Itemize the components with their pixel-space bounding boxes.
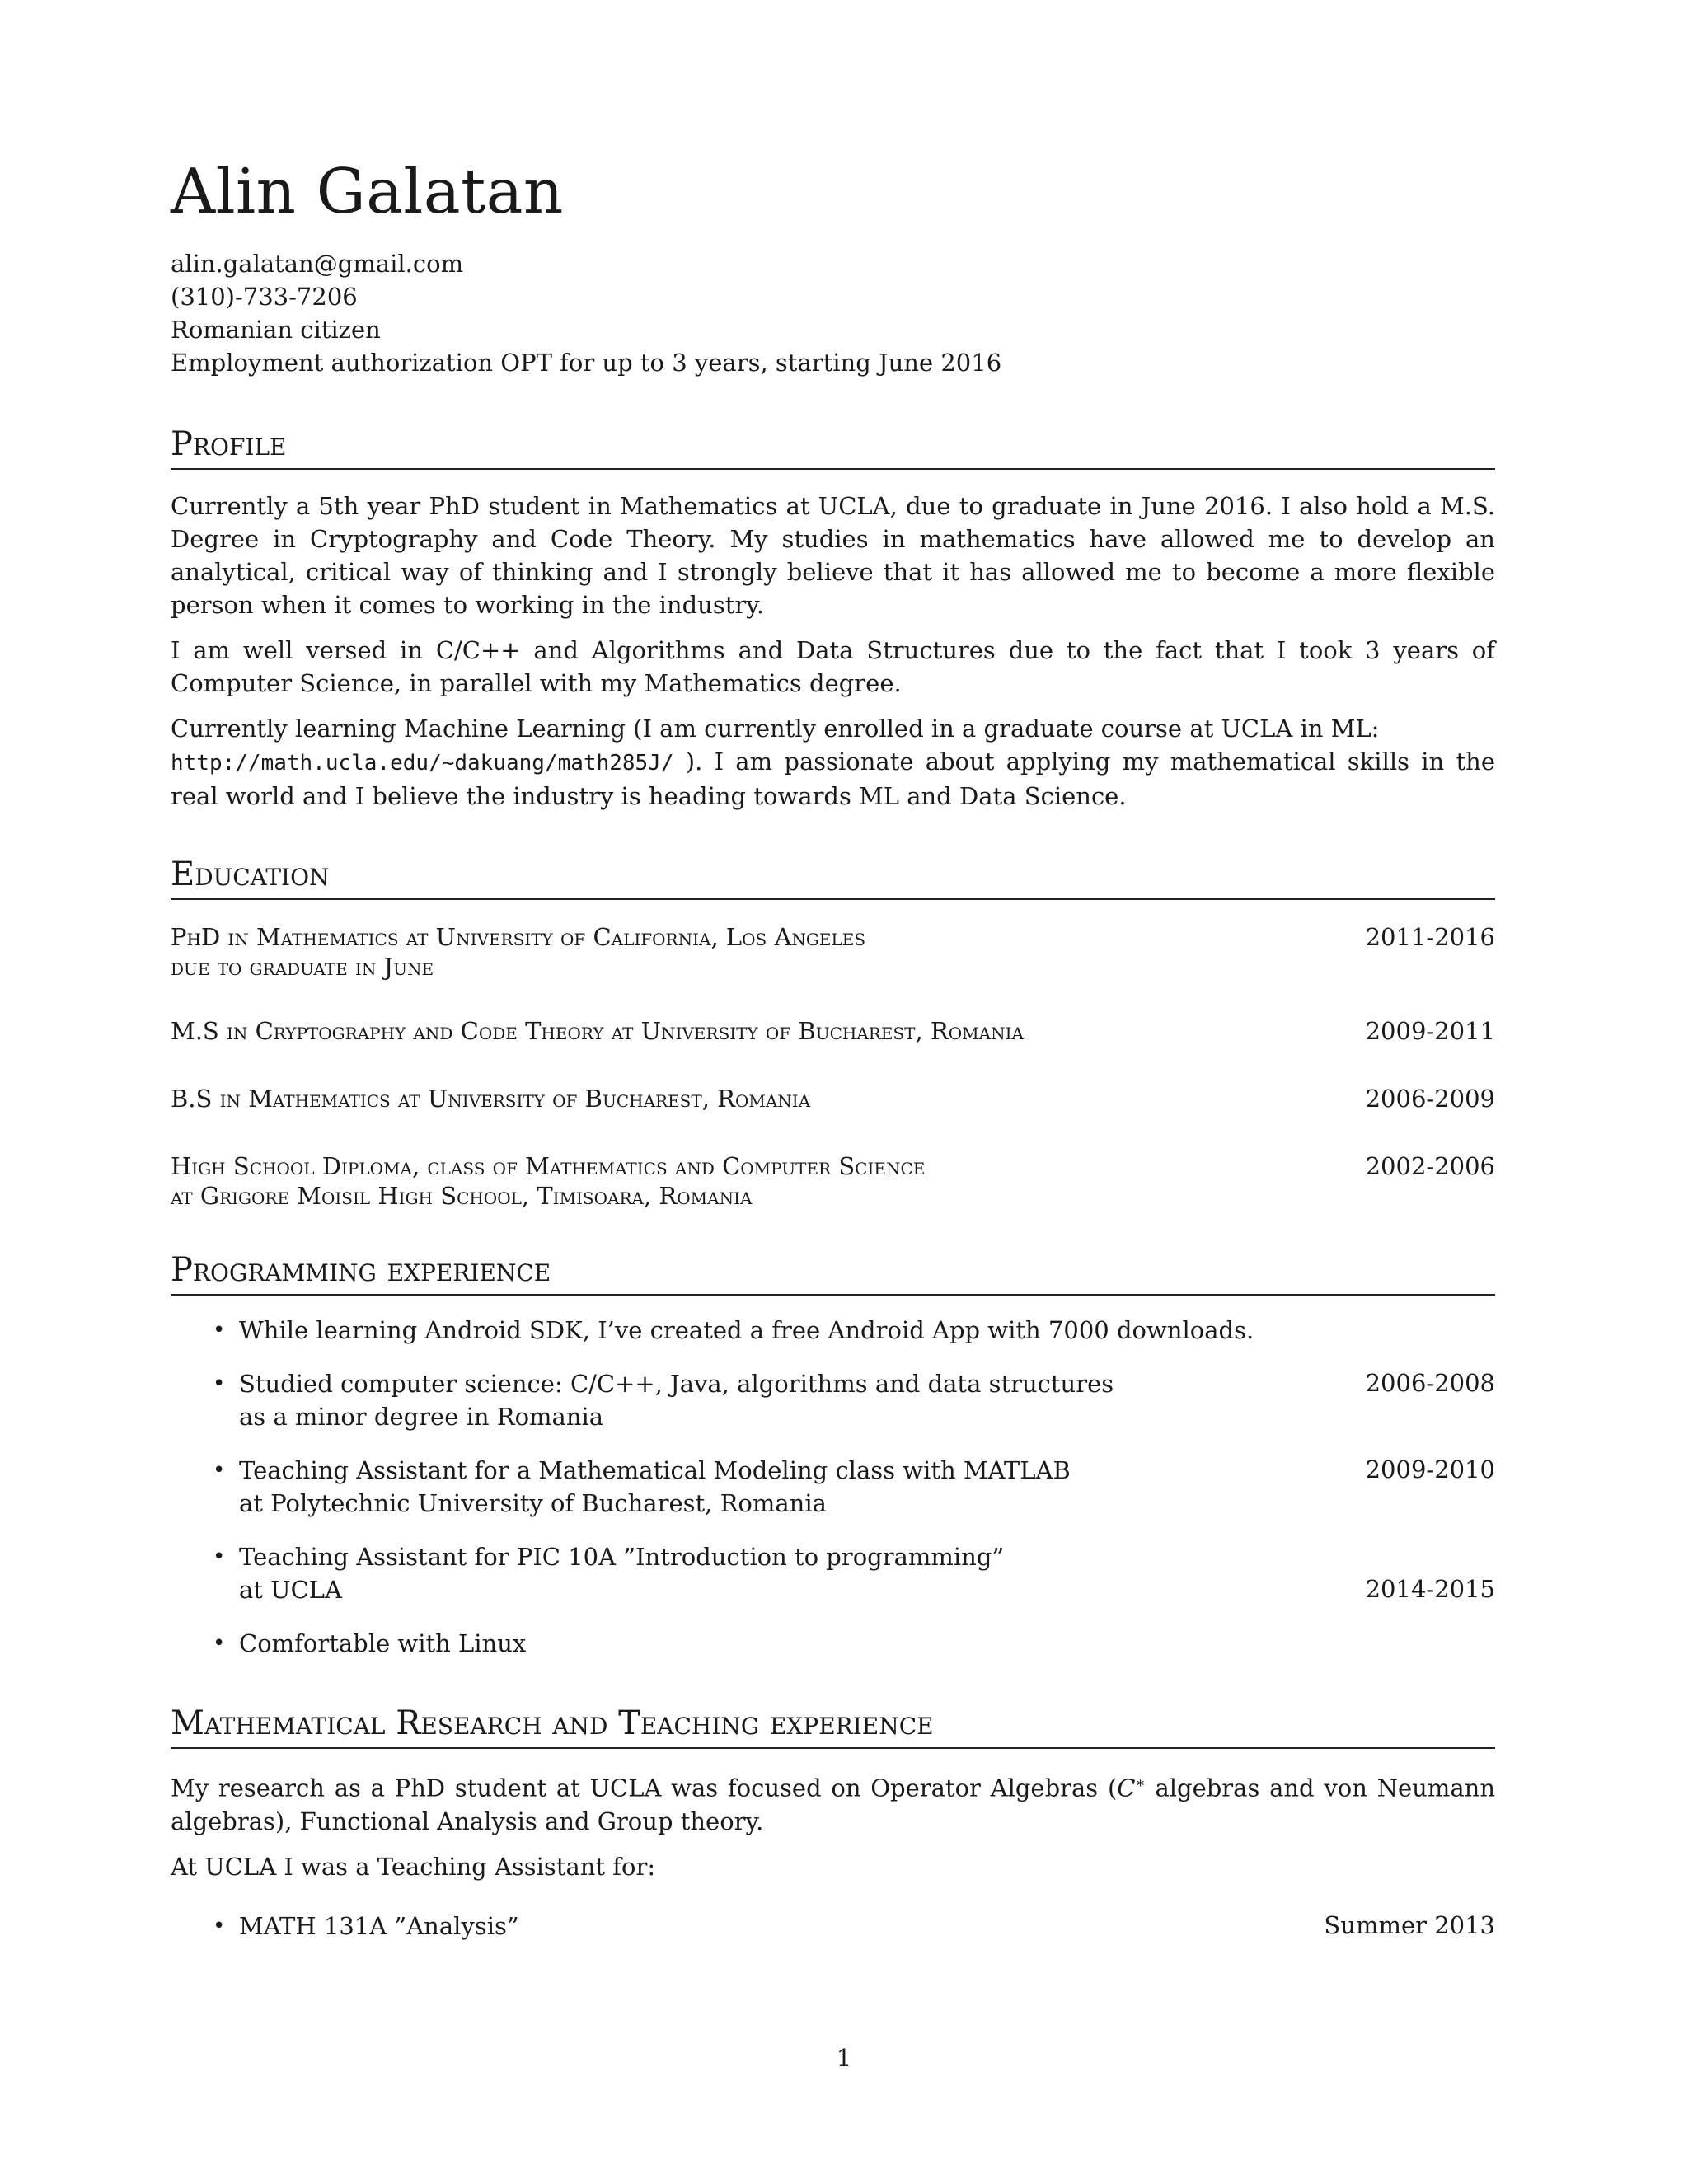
- list-item: [171, 1540, 1495, 1606]
- programming-list: [171, 1314, 1495, 1660]
- work-authorization: Employment authorization OPT for up to 3 years, starting June 2016: [171, 349, 1002, 377]
- education-item: [171, 1083, 1495, 1114]
- bullet-icon: •: [213, 1913, 226, 1938]
- item-text: While learning Android SDK, I’ve created a free Android App with 7000 downloads.: [239, 1316, 1254, 1344]
- citizenship: Romanian citizen: [171, 316, 381, 344]
- list-item: [171, 1314, 1495, 1347]
- item-text: Teaching Assistant for a Mathematical Modeling class with MATLAB: [239, 1456, 1071, 1484]
- page-number: 1: [836, 2044, 852, 2072]
- education-item: [171, 1151, 1495, 1210]
- list-item: [171, 1454, 1495, 1520]
- item-text: MATH 131A ”Analysis”: [239, 1911, 519, 1940]
- profile-paragraph-2: I am well versed in C/C++ and Algorithms and Data Structures due to the fact that I took 3 years of Computer Science, in parallel with my Mathematics degree.: [171, 636, 1495, 697]
- item-years: 2006-2008: [1365, 1369, 1495, 1397]
- education-years: 2011-2016: [1365, 923, 1495, 951]
- education-years: 2006-2009: [1365, 1085, 1495, 1113]
- education-list: [171, 921, 1495, 1210]
- profile-paragraph-1: Currently a 5th year PhD student in Mathematics at UCLA, due to graduate in June 2016. I also hold a M.S. Degree in Cryptography and Code Theory. My studies in mathematics have allowed me to develop an analytical, critical way of thinking and I strongly believe that it has allowed me to become a more flexible person when it comes to working in the industry.: [171, 492, 1495, 619]
- education-title: M.S in Cryptography and Code Theory at University of Bucharest, Romania: [171, 1017, 1024, 1045]
- resume-page: [171, 155, 1496, 1943]
- item-when: Summer 2013: [1324, 1910, 1495, 1939]
- phone: (310)-733-7206: [171, 283, 358, 311]
- profile-heading: Profile: [171, 424, 1495, 470]
- item-subtext: at Polytechnic University of Bucharest, Romania: [239, 1489, 827, 1517]
- list-item: [171, 1627, 1495, 1660]
- item-text: Comfortable with Linux: [239, 1629, 527, 1657]
- list-item: [171, 1367, 1495, 1433]
- bullet-icon: •: [213, 1631, 226, 1656]
- contact-block: [171, 247, 1495, 379]
- profile-section: [171, 490, 1495, 813]
- list-item: [171, 1910, 1495, 1943]
- item-text: Studied computer science: C/C++, Java, algorithms and data structures: [239, 1370, 1114, 1398]
- bullet-icon: •: [213, 1544, 226, 1569]
- research-text-end: algebras and von Neumann algebras), Functional Analysis and Group theory.: [171, 1774, 1496, 1835]
- c-star-symbol: C: [1117, 1774, 1136, 1802]
- ta-list: [171, 1910, 1495, 1943]
- research-paragraph: [171, 1767, 1495, 1838]
- education-heading: Education: [171, 854, 1495, 900]
- education-years: 2009-2011: [1365, 1017, 1495, 1045]
- email[interactable]: alin.galatan@gmail.com: [171, 250, 464, 278]
- bullet-icon: •: [213, 1371, 226, 1396]
- profile-paragraph-3-end: ). I am passionate about applying my mathematical skills in the real world and I believe the industry is heading towards ML and Data Science.: [171, 748, 1496, 810]
- research-heading: Mathematical Research and Teaching experience: [171, 1703, 1495, 1749]
- item-subtext: at UCLA: [239, 1576, 342, 1604]
- candidate-name: Alin Galatan: [171, 155, 564, 227]
- education-subtitle: at Grigore Moisil High School, Timisoara, Romania: [171, 1182, 753, 1210]
- research-section: [171, 1767, 1495, 1943]
- education-title: B.S in Mathematics at University of Bucharest, Romania: [171, 1085, 811, 1113]
- education-item: [171, 1015, 1495, 1047]
- education-subtitle: due to graduate in June: [171, 953, 434, 981]
- star-superscript: ∗: [1135, 1774, 1146, 1792]
- education-title: High School Diploma, class of Mathematics and Computer Science: [171, 1152, 926, 1180]
- item-years: 2014-2015: [1365, 1575, 1495, 1603]
- item-text: Teaching Assistant for PIC 10A ”Introduction to programming”: [239, 1543, 1005, 1571]
- bullet-icon: •: [213, 1318, 226, 1343]
- profile-paragraph-3-start: Currently learning Machine Learning (I am currently enrolled in a graduate course at UCLA in ML:: [171, 715, 1380, 743]
- ta-intro: At UCLA I was a Teaching Assistant for:: [171, 1852, 656, 1881]
- bullet-icon: •: [213, 1458, 226, 1483]
- education-item: [171, 921, 1495, 981]
- programming-heading: Programming experience: [171, 1249, 1495, 1296]
- profile-paragraph-3: [171, 712, 1495, 813]
- item-subtext: as a minor degree in Romania: [239, 1403, 604, 1431]
- education-title: PhD in Mathematics at University of California, Los Angeles: [171, 923, 866, 951]
- education-years: 2002-2006: [1365, 1152, 1495, 1180]
- item-years: 2009-2010: [1365, 1455, 1495, 1483]
- course-url-link[interactable]: http://math.ucla.edu/~dakuang/math285J/: [171, 751, 674, 776]
- research-text-start: My research as a PhD student at UCLA was focused on Operator Algebras (: [171, 1774, 1118, 1802]
